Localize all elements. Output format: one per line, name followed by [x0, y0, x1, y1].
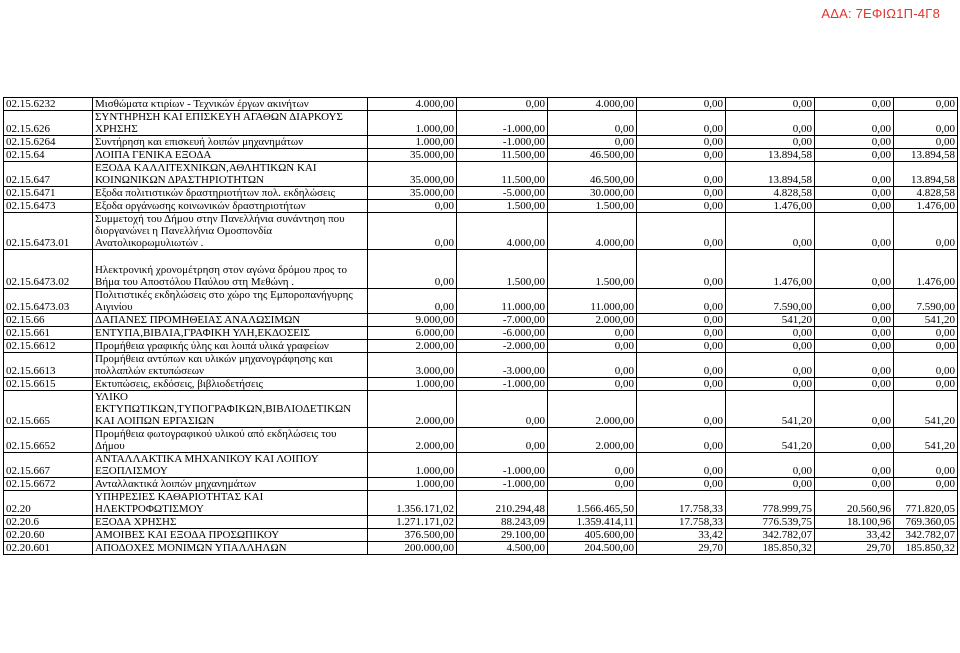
amount-cell: 0,00 [815, 250, 894, 289]
account-description-cell: ΛΟΙΠΑ ΓΕΝΙΚΑ ΕΞΟΔΑ [93, 149, 368, 162]
amount-cell: 0,00 [894, 327, 958, 340]
amount-cell: 0,00 [637, 136, 726, 149]
account-description-cell: Συντήρηση και επισκευή λοιπών μηχανημάτων [93, 136, 368, 149]
amount-cell: 0,00 [637, 111, 726, 136]
amount-cell: 1.000,00 [368, 453, 457, 478]
table-row [4, 289, 958, 314]
account-description-cell: ΔΑΠΑΝΕΣ ΠΡΟΜΗΘΕΙΑΣ ΑΝΑΛΩΣΙΜΩΝ [93, 314, 368, 327]
account-description-cell: Πολιτιστικές εκδηλώσεις στο χώρο της Εμποροπανήγυρης Αιγινίου [93, 289, 368, 314]
amount-cell: 1.000,00 [368, 378, 457, 391]
amount-cell: 0,00 [815, 200, 894, 213]
amount-cell: 771.820,05 [894, 491, 958, 516]
amount-cell: 1.476,00 [894, 250, 958, 289]
amount-cell: 0,00 [726, 136, 815, 149]
amount-cell: 0,00 [637, 289, 726, 314]
amount-cell: 0,00 [726, 98, 815, 111]
account-description-cell: Εξοδα πολιτιστικών δραστηριοτήτων πολ. εκδηλώσεις [93, 187, 368, 200]
amount-cell: 35.000,00 [368, 149, 457, 162]
amount-cell: 541,20 [726, 314, 815, 327]
amount-cell: 0,00 [368, 213, 457, 250]
amount-cell: 4.000,00 [548, 98, 637, 111]
amount-cell: 33,42 [637, 529, 726, 542]
ledger-body [4, 98, 958, 555]
table-row [4, 111, 958, 136]
amount-cell: 769.360,05 [894, 516, 958, 529]
amount-cell: 342.782,07 [894, 529, 958, 542]
amount-cell: 13.894,58 [894, 162, 958, 187]
amount-cell: 0,00 [894, 340, 958, 353]
amount-cell: 0,00 [815, 187, 894, 200]
amount-cell: 0,00 [637, 453, 726, 478]
amount-cell: 0,00 [726, 453, 815, 478]
amount-cell: 0,00 [548, 111, 637, 136]
account-code-cell: 02.15.6613 [4, 353, 93, 378]
amount-cell: 0,00 [815, 213, 894, 250]
amount-cell: 185.850,32 [726, 542, 815, 555]
amount-cell: 0,00 [637, 391, 726, 428]
account-description-cell: Συμμετοχή του Δήμου στην Πανελλήνια συνάντηση που διοργανώνει η Πανελλήνια Ομοσπονδία Ανατολικορωμυλιωτών . [93, 213, 368, 250]
table-row [4, 453, 958, 478]
amount-cell: 29,70 [815, 542, 894, 555]
amount-cell: 0,00 [815, 391, 894, 428]
amount-cell: 0,00 [548, 353, 637, 378]
budget-ledger-table [3, 97, 958, 555]
amount-cell: -1.000,00 [457, 378, 548, 391]
amount-cell: 0,00 [894, 378, 958, 391]
amount-cell: 13.894,58 [726, 149, 815, 162]
amount-cell: 0,00 [548, 136, 637, 149]
amount-cell: 541,20 [726, 391, 815, 428]
amount-cell: 0,00 [726, 378, 815, 391]
amount-cell: 13.894,58 [726, 162, 815, 187]
amount-cell: 2.000,00 [368, 391, 457, 428]
amount-cell: 11.000,00 [457, 289, 548, 314]
amount-cell: 0,00 [894, 353, 958, 378]
amount-cell: 376.500,00 [368, 529, 457, 542]
account-code-cell: 02.15.6672 [4, 478, 93, 491]
amount-cell: 0,00 [726, 111, 815, 136]
amount-cell: 0,00 [637, 378, 726, 391]
table-row [4, 491, 958, 516]
amount-cell: 0,00 [457, 428, 548, 453]
amount-cell: 210.294,48 [457, 491, 548, 516]
account-code-cell: 02.15.64 [4, 149, 93, 162]
amount-cell: 1.476,00 [726, 200, 815, 213]
amount-cell: 0,00 [548, 378, 637, 391]
account-code-cell: 02.20.601 [4, 542, 93, 555]
amount-cell: 11.500,00 [457, 149, 548, 162]
account-code-cell: 02.15.647 [4, 162, 93, 187]
amount-cell: 1.000,00 [368, 111, 457, 136]
amount-cell: 185.850,32 [894, 542, 958, 555]
table-row [4, 98, 958, 111]
amount-cell: 0,00 [548, 453, 637, 478]
amount-cell: -1.000,00 [457, 136, 548, 149]
amount-cell: 0,00 [815, 162, 894, 187]
account-description-cell: ΕΞΟΔΑ ΧΡΗΣΗΣ [93, 516, 368, 529]
amount-cell: 0,00 [815, 428, 894, 453]
account-description-cell: Ανταλλακτικά λοιπών μηχανημάτων [93, 478, 368, 491]
amount-cell: -5.000,00 [457, 187, 548, 200]
amount-cell: -1.000,00 [457, 111, 548, 136]
amount-cell: 541,20 [726, 428, 815, 453]
table-row [4, 378, 958, 391]
amount-cell: 0,00 [815, 453, 894, 478]
amount-cell: 1.476,00 [726, 250, 815, 289]
amount-cell: 0,00 [894, 453, 958, 478]
account-code-cell: 02.20.60 [4, 529, 93, 542]
amount-cell: 1.359.414,11 [548, 516, 637, 529]
table-row [4, 391, 958, 428]
amount-cell: 9.000,00 [368, 314, 457, 327]
amount-cell: 1.566.465,50 [548, 491, 637, 516]
amount-cell: 541,20 [894, 314, 958, 327]
account-code-cell: 02.15.6652 [4, 428, 93, 453]
table-row [4, 187, 958, 200]
amount-cell: -6.000,00 [457, 327, 548, 340]
account-code-cell: 02.15.6471 [4, 187, 93, 200]
amount-cell: 35.000,00 [368, 187, 457, 200]
amount-cell: 0,00 [815, 478, 894, 491]
amount-cell: 7.590,00 [894, 289, 958, 314]
amount-cell: 46.500,00 [548, 149, 637, 162]
amount-cell: 30.000,00 [548, 187, 637, 200]
account-description-cell: Προμήθεια φωτογραφικού υλικού από εκδηλώσεις του Δήμου [93, 428, 368, 453]
amount-cell: 1.500,00 [548, 250, 637, 289]
amount-cell: 0,00 [368, 289, 457, 314]
amount-cell: 0,00 [548, 327, 637, 340]
account-code-cell: 02.15.626 [4, 111, 93, 136]
account-description-cell: ΕΝΤΥΠΑ,ΒΙΒΛΙΑ,ΓΡΑΦΙΚΗ ΥΛΗ,ΕΚΔΟΣΕΙΣ [93, 327, 368, 340]
amount-cell: 541,20 [894, 428, 958, 453]
table-row [4, 250, 958, 289]
amount-cell: 2.000,00 [368, 428, 457, 453]
table-row [4, 478, 958, 491]
account-code-cell: 02.15.6473 [4, 200, 93, 213]
amount-cell: 0,00 [637, 353, 726, 378]
amount-cell: 1.271.171,02 [368, 516, 457, 529]
table-row [4, 149, 958, 162]
amount-cell: 0,00 [726, 327, 815, 340]
amount-cell: -1.000,00 [457, 478, 548, 491]
account-code-cell: 02.15.665 [4, 391, 93, 428]
table-row [4, 314, 958, 327]
account-description-cell: ΕΞΟΔΑ ΚΑΛΛΙΤΕΧΝΙΚΩΝ,ΑΘΛΗΤΙΚΩΝ ΚΑΙ ΚΟΙΝΩΝΙΚΩΝ ΔΡΑΣΤΗΡΙΟΤΗΤΩΝ [93, 162, 368, 187]
amount-cell: 0,00 [637, 428, 726, 453]
table-row [4, 340, 958, 353]
account-code-cell: 02.15.6264 [4, 136, 93, 149]
amount-cell: 0,00 [894, 213, 958, 250]
amount-cell: 0,00 [637, 327, 726, 340]
amount-cell: 2.000,00 [368, 340, 457, 353]
table-row [4, 213, 958, 250]
amount-cell: 1.476,00 [894, 200, 958, 213]
account-description-cell: Ηλεκτρονική χρονομέτρηση στον αγώνα δρόμου προς το Βήμα του Αποστόλου Παύλου στη Μεθώνη . [93, 250, 368, 289]
account-description-cell: ΑΝΤΑΛΛΑΚΤΙΚΑ ΜΗΧΑΝΙΚΟΥ ΚΑΙ ΛΟΙΠΟΥ ΕΞΟΠΛΙΣΜΟΥ [93, 453, 368, 478]
account-description-cell: ΑΜΟΙΒΕΣ ΚΑΙ ΕΞΟΔΑ ΠΡΟΣΩΠΙΚΟΥ [93, 529, 368, 542]
table-row [4, 529, 958, 542]
table-row [4, 200, 958, 213]
amount-cell: 33,42 [815, 529, 894, 542]
amount-cell: 0,00 [894, 478, 958, 491]
amount-cell: 0,00 [368, 200, 457, 213]
amount-cell: 204.500,00 [548, 542, 637, 555]
account-code-cell: 02.15.6615 [4, 378, 93, 391]
account-code-cell: 02.15.6232 [4, 98, 93, 111]
amount-cell: 0,00 [726, 353, 815, 378]
amount-cell: 1.000,00 [368, 478, 457, 491]
amount-cell: 4.828,58 [726, 187, 815, 200]
amount-cell: 0,00 [457, 98, 548, 111]
account-description-cell: Προμήθεια γραφικής ύλης και λοιπά υλικά γραφείων [93, 340, 368, 353]
amount-cell: 0,00 [894, 136, 958, 149]
amount-cell: -7.000,00 [457, 314, 548, 327]
amount-cell: 0,00 [726, 478, 815, 491]
amount-cell: 0,00 [457, 391, 548, 428]
amount-cell: 0,00 [637, 340, 726, 353]
amount-cell: 405.600,00 [548, 529, 637, 542]
amount-cell: 1.000,00 [368, 136, 457, 149]
account-code-cell: 02.15.661 [4, 327, 93, 340]
amount-cell: 0,00 [815, 111, 894, 136]
table-row [4, 428, 958, 453]
account-code-cell: 02.15.667 [4, 453, 93, 478]
amount-cell: 776.539,75 [726, 516, 815, 529]
amount-cell: 1.356.171,02 [368, 491, 457, 516]
account-description-cell: ΑΠΟΔΟΧΕΣ ΜΟΝΙΜΩΝ ΥΠΑΛΛΗΛΩΝ [93, 542, 368, 555]
amount-cell: 29.100,00 [457, 529, 548, 542]
amount-cell: 0,00 [815, 289, 894, 314]
amount-cell: -2.000,00 [457, 340, 548, 353]
amount-cell: 35.000,00 [368, 162, 457, 187]
amount-cell: 0,00 [815, 327, 894, 340]
amount-cell: 0,00 [637, 187, 726, 200]
amount-cell: 13.894,58 [894, 149, 958, 162]
amount-cell: 0,00 [637, 200, 726, 213]
account-code-cell: 02.15.66 [4, 314, 93, 327]
amount-cell: 4.000,00 [548, 213, 637, 250]
amount-cell: 4.000,00 [457, 213, 548, 250]
amount-cell: 342.782,07 [726, 529, 815, 542]
amount-cell: 17.758,33 [637, 516, 726, 529]
amount-cell: 6.000,00 [368, 327, 457, 340]
amount-cell: 0,00 [637, 314, 726, 327]
amount-cell: 0,00 [637, 478, 726, 491]
amount-cell: 1.500,00 [548, 200, 637, 213]
account-description-cell: ΣΥΝΤΗΡΗΣΗ ΚΑΙ ΕΠΙΣΚΕΥΗ ΑΓΑΘΩΝ ΔΙΑΡΚΟΥΣ ΧΡΗΣΗΣ [93, 111, 368, 136]
account-description-cell: Μισθώματα κτιρίων - Τεχνικών έργων ακινήτων [93, 98, 368, 111]
amount-cell: 200.000,00 [368, 542, 457, 555]
amount-cell: 4.828,58 [894, 187, 958, 200]
amount-cell: 2.000,00 [548, 391, 637, 428]
amount-cell: 0,00 [637, 250, 726, 289]
amount-cell: 0,00 [815, 340, 894, 353]
amount-cell: 11.000,00 [548, 289, 637, 314]
amount-cell: 778.999,75 [726, 491, 815, 516]
amount-cell: 29,70 [637, 542, 726, 555]
amount-cell: -1.000,00 [457, 453, 548, 478]
account-description-cell: ΥΛΙΚΟ ΕΚΤΥΠΩΤΙΚΩΝ,ΤΥΠΟΓΡΑΦΙΚΩΝ,ΒΙΒΛΙΟΔΕΤΙΚΩΝ ΚΑΙ ΛΟΙΠΩΝ ΕΡΓΑΣΙΩΝ [93, 391, 368, 428]
amount-cell: 0,00 [637, 162, 726, 187]
amount-cell: 3.000,00 [368, 353, 457, 378]
table-row [4, 327, 958, 340]
amount-cell: -3.000,00 [457, 353, 548, 378]
amount-cell: 0,00 [368, 250, 457, 289]
table-row [4, 353, 958, 378]
amount-cell: 0,00 [548, 340, 637, 353]
table-row [4, 162, 958, 187]
amount-cell: 0,00 [637, 149, 726, 162]
account-description-cell: Προμήθεια αντύπων και υλικών μηχανογράφησης και πολλαπλών εκτυπώσεων [93, 353, 368, 378]
account-description-cell: Εξοδα οργάνωσης κοινωνικών δραστηριοτήτων [93, 200, 368, 213]
amount-cell: 0,00 [815, 98, 894, 111]
amount-cell: 0,00 [637, 213, 726, 250]
account-description-cell: ΥΠΗΡΕΣΙΕΣ ΚΑΘΑΡΙΟΤΗΤΑΣ ΚΑΙ ΗΛΕΚΤΡΟΦΩΤΙΣΜΟΥ [93, 491, 368, 516]
table-row [4, 136, 958, 149]
table-row [4, 542, 958, 555]
amount-cell: 0,00 [815, 378, 894, 391]
amount-cell: 18.100,96 [815, 516, 894, 529]
amount-cell: 7.590,00 [726, 289, 815, 314]
amount-cell: 541,20 [894, 391, 958, 428]
table-row [4, 516, 958, 529]
ada-identifier: ΑΔΑ: 7ΕΦΙΩ1Π-4Γ8 [821, 6, 940, 21]
amount-cell: 4.500,00 [457, 542, 548, 555]
amount-cell: 4.000,00 [368, 98, 457, 111]
amount-cell: 0,00 [815, 149, 894, 162]
account-code-cell: 02.15.6473.03 [4, 289, 93, 314]
amount-cell: 0,00 [815, 353, 894, 378]
amount-cell: 46.500,00 [548, 162, 637, 187]
amount-cell: 0,00 [726, 213, 815, 250]
account-code-cell: 02.15.6473.02 [4, 250, 93, 289]
amount-cell: 0,00 [894, 98, 958, 111]
account-code-cell: 02.20.6 [4, 516, 93, 529]
amount-cell: 1.500,00 [457, 250, 548, 289]
amount-cell: 0,00 [726, 340, 815, 353]
amount-cell: 2.000,00 [548, 428, 637, 453]
account-code-cell: 02.20 [4, 491, 93, 516]
amount-cell: 2.000,00 [548, 314, 637, 327]
account-description-cell: Εκτυπώσεις, εκδόσεις, βιβλιοδετήσεις [93, 378, 368, 391]
amount-cell: 20.560,96 [815, 491, 894, 516]
amount-cell: 17.758,33 [637, 491, 726, 516]
amount-cell: 0,00 [815, 136, 894, 149]
amount-cell: 0,00 [548, 478, 637, 491]
amount-cell: 0,00 [815, 314, 894, 327]
account-code-cell: 02.15.6612 [4, 340, 93, 353]
amount-cell: 11.500,00 [457, 162, 548, 187]
amount-cell: 0,00 [637, 98, 726, 111]
account-code-cell: 02.15.6473.01 [4, 213, 93, 250]
amount-cell: 88.243,09 [457, 516, 548, 529]
amount-cell: 1.500,00 [457, 200, 548, 213]
amount-cell: 0,00 [894, 111, 958, 136]
